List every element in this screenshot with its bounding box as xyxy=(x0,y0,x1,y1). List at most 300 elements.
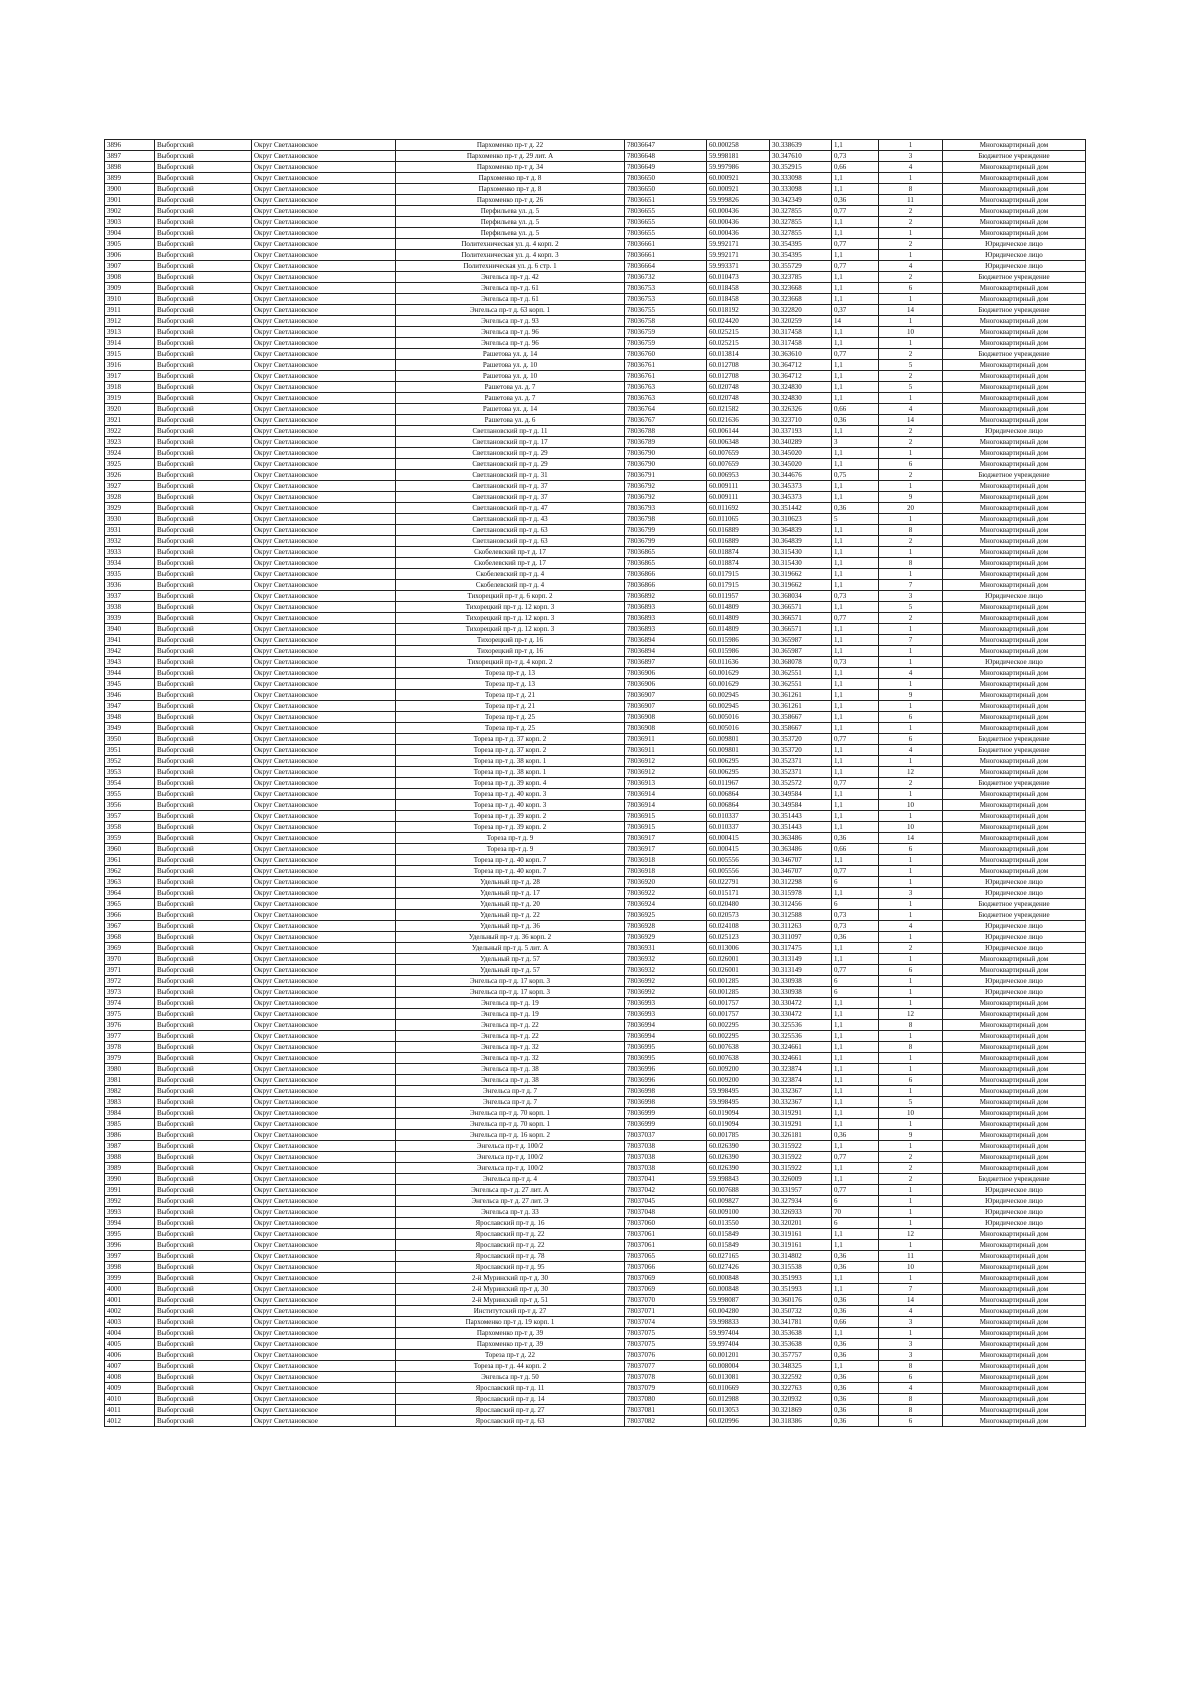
table-row xyxy=(105,723,1086,734)
address-cell: Тореза пр-т д. 40 корп. 7 xyxy=(396,855,625,866)
latitude-cell: 60.010669 xyxy=(707,1383,770,1394)
district-cell: Выборгский xyxy=(155,1273,252,1284)
municipality-cell: Округ Светлановское xyxy=(252,866,396,877)
code-cell: 78036906 xyxy=(625,679,707,690)
address-cell: Светлановский пр-т д. 37 xyxy=(396,481,625,492)
count-cell: 7 xyxy=(879,635,943,646)
district-cell: Выборгский xyxy=(155,899,252,910)
code-cell: 78037069 xyxy=(625,1273,707,1284)
address-cell: Светлановский пр-т д. 43 xyxy=(396,514,625,525)
latitude-cell: 59.998495 xyxy=(707,1097,770,1108)
type-cell: Бюджетное учреждение xyxy=(943,151,1086,162)
address-cell: Энгельса пр-т д. 32 xyxy=(396,1053,625,1064)
district-cell: Выборгский xyxy=(155,1251,252,1262)
row-number: 3924 xyxy=(105,448,155,459)
area-cell: 1,1 xyxy=(832,767,879,778)
district-cell: Выборгский xyxy=(155,800,252,811)
address-cell: Тихорецкий пр-т д. 16 xyxy=(396,646,625,657)
type-cell: Бюджетное учреждение xyxy=(943,734,1086,745)
area-cell: 0,66 xyxy=(832,162,879,173)
type-cell: Многоквартирный дом xyxy=(943,1361,1086,1372)
district-cell: Выборгский xyxy=(155,734,252,745)
area-cell: 6 xyxy=(832,1218,879,1229)
area-cell: 0,73 xyxy=(832,921,879,932)
code-cell: 78036651 xyxy=(625,195,707,206)
table-row xyxy=(105,470,1086,481)
municipality-cell: Округ Светлановское xyxy=(252,371,396,382)
district-cell: Выборгский xyxy=(155,1317,252,1328)
code-cell: 78036998 xyxy=(625,1086,707,1097)
address-cell: Светлановский пр-т д. 11 xyxy=(396,426,625,437)
table-row xyxy=(105,987,1086,998)
type-cell: Многоквартирный дом xyxy=(943,1130,1086,1141)
area-cell: 1,1 xyxy=(832,954,879,965)
row-number: 4010 xyxy=(105,1394,155,1405)
table-row xyxy=(105,349,1086,360)
latitude-cell: 59.998087 xyxy=(707,1295,770,1306)
latitude-cell: 60.026001 xyxy=(707,954,770,965)
municipality-cell: Округ Светлановское xyxy=(252,877,396,888)
address-cell: Энгельса пр-т д. 96 xyxy=(396,338,625,349)
count-cell: 1 xyxy=(879,679,943,690)
district-cell: Выборгский xyxy=(155,525,252,536)
type-cell: Бюджетное учреждение xyxy=(943,470,1086,481)
code-cell: 78036790 xyxy=(625,448,707,459)
count-cell: 4 xyxy=(879,1306,943,1317)
code-cell: 78037079 xyxy=(625,1383,707,1394)
municipality-cell: Округ Светлановское xyxy=(252,1416,396,1427)
latitude-cell: 60.006953 xyxy=(707,470,770,481)
municipality-cell: Округ Светлановское xyxy=(252,1405,396,1416)
area-cell: 1,1 xyxy=(832,580,879,591)
latitude-cell: 60.015849 xyxy=(707,1229,770,1240)
count-cell: 8 xyxy=(879,1042,943,1053)
area-cell: 1,1 xyxy=(832,481,879,492)
type-cell: Многоквартирный дом xyxy=(943,690,1086,701)
code-cell: 78036648 xyxy=(625,151,707,162)
address-cell: Тореза пр-т д. 39 корп. 2 xyxy=(396,811,625,822)
address-cell: Рашетова ул. д. 10 xyxy=(396,371,625,382)
address-cell: Тореза пр-т д. 13 xyxy=(396,679,625,690)
latitude-cell: 60.026001 xyxy=(707,965,770,976)
table-row xyxy=(105,613,1086,624)
code-cell: 78036893 xyxy=(625,613,707,624)
latitude-cell: 60.009801 xyxy=(707,745,770,756)
area-cell: 1,1 xyxy=(832,789,879,800)
address-cell: Пархоменко пр-т д. 34 xyxy=(396,162,625,173)
row-number: 3986 xyxy=(105,1130,155,1141)
latitude-cell: 60.000436 xyxy=(707,206,770,217)
area-cell: 0,36 xyxy=(832,833,879,844)
row-number: 3928 xyxy=(105,492,155,503)
area-cell: 0,73 xyxy=(832,151,879,162)
table-row xyxy=(105,1141,1086,1152)
area-cell: 1,1 xyxy=(832,1141,879,1152)
type-cell: Многоквартирный дом xyxy=(943,1064,1086,1075)
district-cell: Выборгский xyxy=(155,1031,252,1042)
address-cell: Тихорецкий пр-т д. 6 корп. 2 xyxy=(396,591,625,602)
code-cell: 78036893 xyxy=(625,624,707,635)
count-cell: 1 xyxy=(879,855,943,866)
table-row xyxy=(105,712,1086,723)
municipality-cell: Округ Светлановское xyxy=(252,415,396,426)
municipality-cell: Округ Светлановское xyxy=(252,965,396,976)
code-cell: 78036753 xyxy=(625,283,707,294)
longitude-cell: 30.366571 xyxy=(770,613,832,624)
row-number: 3926 xyxy=(105,470,155,481)
row-number: 3912 xyxy=(105,316,155,327)
type-cell: Юридическое лицо xyxy=(943,1207,1086,1218)
latitude-cell: 60.000921 xyxy=(707,173,770,184)
count-cell: 1 xyxy=(879,987,943,998)
count-cell: 2 xyxy=(879,943,943,954)
address-cell: Энгельса пр-т д. 100/2 xyxy=(396,1163,625,1174)
area-cell: 0,77 xyxy=(832,1152,879,1163)
longitude-cell: 30.364712 xyxy=(770,360,832,371)
area-cell: 1,1 xyxy=(832,1229,879,1240)
longitude-cell: 30.332367 xyxy=(770,1097,832,1108)
municipality-cell: Округ Светлановское xyxy=(252,646,396,657)
municipality-cell: Округ Светлановское xyxy=(252,789,396,800)
type-cell: Многоквартирный дом xyxy=(943,1295,1086,1306)
area-cell: 1,1 xyxy=(832,602,879,613)
area-cell: 1,1 xyxy=(832,1174,879,1185)
count-cell: 6 xyxy=(879,1416,943,1427)
longitude-cell: 30.315430 xyxy=(770,547,832,558)
type-cell: Многоквартирный дом xyxy=(943,1119,1086,1130)
count-cell: 1 xyxy=(879,338,943,349)
count-cell: 2 xyxy=(879,217,943,228)
count-cell: 1 xyxy=(879,1240,943,1251)
code-cell: 78036764 xyxy=(625,404,707,415)
row-number: 3994 xyxy=(105,1218,155,1229)
table-row xyxy=(105,217,1086,228)
longitude-cell: 30.311263 xyxy=(770,921,832,932)
longitude-cell: 30.363486 xyxy=(770,833,832,844)
municipality-cell: Округ Светлановское xyxy=(252,1119,396,1130)
latitude-cell: 60.022791 xyxy=(707,877,770,888)
table-row xyxy=(105,624,1086,635)
district-cell: Выборгский xyxy=(155,228,252,239)
latitude-cell: 59.997404 xyxy=(707,1339,770,1350)
area-cell: 1,1 xyxy=(832,338,879,349)
longitude-cell: 30.361261 xyxy=(770,701,832,712)
table-row xyxy=(105,371,1086,382)
table-row xyxy=(105,162,1086,173)
code-cell: 78037038 xyxy=(625,1141,707,1152)
row-number: 3901 xyxy=(105,195,155,206)
area-cell: 0,73 xyxy=(832,910,879,921)
longitude-cell: 30.319662 xyxy=(770,569,832,580)
address-cell: Ярославский пр-т д. 22 xyxy=(396,1240,625,1251)
address-cell: Энгельса пр-т д. 63 корп. 1 xyxy=(396,305,625,316)
row-number: 3960 xyxy=(105,844,155,855)
type-cell: Многоквартирный дом xyxy=(943,382,1086,393)
area-cell: 1,1 xyxy=(832,1020,879,1031)
latitude-cell: 60.013550 xyxy=(707,1218,770,1229)
count-cell: 3 xyxy=(879,888,943,899)
row-number: 3987 xyxy=(105,1141,155,1152)
type-cell: Многоквартирный дом xyxy=(943,1229,1086,1240)
address-cell: Рашетова ул. д. 10 xyxy=(396,360,625,371)
latitude-cell: 60.012708 xyxy=(707,371,770,382)
type-cell: Многоквартирный дом xyxy=(943,701,1086,712)
longitude-cell: 30.353720 xyxy=(770,745,832,756)
table-row xyxy=(105,657,1086,668)
municipality-cell: Округ Светлановское xyxy=(252,1163,396,1174)
municipality-cell: Округ Светлановское xyxy=(252,1185,396,1196)
longitude-cell: 30.351442 xyxy=(770,503,832,514)
count-cell: 2 xyxy=(879,1174,943,1185)
count-cell: 1 xyxy=(879,1141,943,1152)
row-number: 3904 xyxy=(105,228,155,239)
district-cell: Выборгский xyxy=(155,844,252,855)
longitude-cell: 30.360176 xyxy=(770,1295,832,1306)
latitude-cell: 60.013006 xyxy=(707,943,770,954)
longitude-cell: 30.366571 xyxy=(770,624,832,635)
district-cell: Выборгский xyxy=(155,1405,252,1416)
row-number: 3916 xyxy=(105,360,155,371)
row-number: 4005 xyxy=(105,1339,155,1350)
table-row xyxy=(105,1372,1086,1383)
row-number: 3981 xyxy=(105,1075,155,1086)
table-row xyxy=(105,250,1086,261)
address-cell: Тореза пр-т д. 25 xyxy=(396,712,625,723)
latitude-cell: 59.998833 xyxy=(707,1317,770,1328)
address-cell: Ярославский пр-т д. 27 xyxy=(396,1405,625,1416)
address-cell: Скобелевский пр-т д. 4 xyxy=(396,569,625,580)
code-cell: 78036661 xyxy=(625,239,707,250)
latitude-cell: 60.006864 xyxy=(707,800,770,811)
longitude-cell: 30.333098 xyxy=(770,173,832,184)
address-cell: Удельный пр-т д. 20 xyxy=(396,899,625,910)
code-cell: 78036894 xyxy=(625,635,707,646)
row-number: 3984 xyxy=(105,1108,155,1119)
count-cell: 6 xyxy=(879,844,943,855)
table-row xyxy=(105,1394,1086,1405)
municipality-cell: Округ Светлановское xyxy=(252,206,396,217)
municipality-cell: Округ Светлановское xyxy=(252,1064,396,1075)
count-cell: 2 xyxy=(879,349,943,360)
municipality-cell: Округ Светлановское xyxy=(252,184,396,195)
row-number: 3942 xyxy=(105,646,155,657)
table-row xyxy=(105,910,1086,921)
type-cell: Бюджетное учреждение xyxy=(943,899,1086,910)
address-cell: Тореза пр-т д. 22 xyxy=(396,1350,625,1361)
address-cell: Светлановский пр-т д. 17 xyxy=(396,437,625,448)
code-cell: 78036994 xyxy=(625,1031,707,1042)
count-cell: 6 xyxy=(879,965,943,976)
row-number: 3998 xyxy=(105,1262,155,1273)
code-cell: 78036914 xyxy=(625,789,707,800)
area-cell: 0,36 xyxy=(832,503,879,514)
count-cell: 14 xyxy=(879,415,943,426)
code-cell: 78036661 xyxy=(625,250,707,261)
row-number: 3952 xyxy=(105,756,155,767)
table-row xyxy=(105,888,1086,899)
latitude-cell: 60.021636 xyxy=(707,415,770,426)
code-cell: 78036790 xyxy=(625,459,707,470)
table-row xyxy=(105,404,1086,415)
code-cell: 78036893 xyxy=(625,602,707,613)
count-cell: 1 xyxy=(879,976,943,987)
district-cell: Выборгский xyxy=(155,624,252,635)
row-number: 3950 xyxy=(105,734,155,745)
row-number: 3915 xyxy=(105,349,155,360)
row-number: 3921 xyxy=(105,415,155,426)
district-cell: Выборгский xyxy=(155,976,252,987)
type-cell: Бюджетное учреждение xyxy=(943,349,1086,360)
latitude-cell: 60.002295 xyxy=(707,1031,770,1042)
code-cell: 78036760 xyxy=(625,349,707,360)
table-row xyxy=(105,789,1086,800)
longitude-cell: 30.332367 xyxy=(770,1086,832,1097)
address-cell: Политехническая ул. д. 6 стр. 1 xyxy=(396,261,625,272)
longitude-cell: 30.320201 xyxy=(770,1218,832,1229)
type-cell: Многоквартирный дом xyxy=(943,789,1086,800)
municipality-cell: Округ Светлановское xyxy=(252,811,396,822)
district-cell: Выборгский xyxy=(155,1053,252,1064)
code-cell: 78036992 xyxy=(625,987,707,998)
area-cell: 1,1 xyxy=(832,184,879,195)
address-cell: 2-й Муринский пр-т д. 30 xyxy=(396,1284,625,1295)
municipality-cell: Округ Светлановское xyxy=(252,294,396,305)
municipality-cell: Округ Светлановское xyxy=(252,1295,396,1306)
row-number: 3903 xyxy=(105,217,155,228)
count-cell: 6 xyxy=(879,283,943,294)
count-cell: 1 xyxy=(879,448,943,459)
type-cell: Многоквартирный дом xyxy=(943,811,1086,822)
count-cell: 14 xyxy=(879,833,943,844)
latitude-cell: 60.001629 xyxy=(707,679,770,690)
address-cell: Удельный пр-т д. 36 xyxy=(396,921,625,932)
type-cell: Многоквартирный дом xyxy=(943,459,1086,470)
type-cell: Многоквартирный дом xyxy=(943,1108,1086,1119)
code-cell: 78036793 xyxy=(625,503,707,514)
area-cell: 1,1 xyxy=(832,1108,879,1119)
address-cell: Энгельса пр-т д. 19 xyxy=(396,998,625,1009)
address-cell: Пархоменко пр-т д. 39 xyxy=(396,1328,625,1339)
table-row xyxy=(105,547,1086,558)
table-row xyxy=(105,415,1086,426)
code-cell: 78037060 xyxy=(625,1218,707,1229)
code-cell: 78036992 xyxy=(625,976,707,987)
latitude-cell: 60.000436 xyxy=(707,217,770,228)
row-number: 3910 xyxy=(105,294,155,305)
code-cell: 78037071 xyxy=(625,1306,707,1317)
latitude-cell: 60.020748 xyxy=(707,382,770,393)
count-cell: 14 xyxy=(879,305,943,316)
count-cell: 1 xyxy=(879,657,943,668)
municipality-cell: Округ Светлановское xyxy=(252,888,396,899)
municipality-cell: Округ Светлановское xyxy=(252,272,396,283)
district-cell: Выборгский xyxy=(155,723,252,734)
municipality-cell: Округ Светлановское xyxy=(252,712,396,723)
area-cell: 6 xyxy=(832,987,879,998)
district-cell: Выборгский xyxy=(155,547,252,558)
type-cell: Бюджетное учреждение xyxy=(943,305,1086,316)
type-cell: Многоквартирный дом xyxy=(943,1416,1086,1427)
type-cell: Многоквартирный дом xyxy=(943,162,1086,173)
latitude-cell: 60.001201 xyxy=(707,1350,770,1361)
table-row xyxy=(105,1416,1086,1427)
address-cell: Рашетова ул. д. 7 xyxy=(396,393,625,404)
latitude-cell: 60.001285 xyxy=(707,976,770,987)
count-cell: 2 xyxy=(879,206,943,217)
municipality-cell: Округ Светлановское xyxy=(252,1262,396,1273)
row-number: 3938 xyxy=(105,602,155,613)
code-cell: 78036798 xyxy=(625,514,707,525)
latitude-cell: 60.006144 xyxy=(707,426,770,437)
type-cell: Юридическое лицо xyxy=(943,261,1086,272)
row-number: 3975 xyxy=(105,1009,155,1020)
latitude-cell: 60.007638 xyxy=(707,1053,770,1064)
type-cell: Многоквартирный дом xyxy=(943,217,1086,228)
latitude-cell: 60.009111 xyxy=(707,492,770,503)
code-cell: 78036789 xyxy=(625,437,707,448)
district-cell: Выборгский xyxy=(155,712,252,723)
latitude-cell: 60.016889 xyxy=(707,536,770,547)
address-cell: Энгельса пр-т д. 61 xyxy=(396,294,625,305)
municipality-cell: Округ Светлановское xyxy=(252,140,396,151)
address-cell: Рашетова ул. д. 6 xyxy=(396,415,625,426)
row-number: 3931 xyxy=(105,525,155,536)
address-cell: Тихорецкий пр-т д. 12 корп. 3 xyxy=(396,613,625,624)
latitude-cell: 60.006864 xyxy=(707,789,770,800)
longitude-cell: 30.364839 xyxy=(770,536,832,547)
longitude-cell: 30.349584 xyxy=(770,789,832,800)
row-number: 3951 xyxy=(105,745,155,756)
latitude-cell: 60.010337 xyxy=(707,822,770,833)
table-row xyxy=(105,1031,1086,1042)
district-cell: Выборгский xyxy=(155,371,252,382)
count-cell: 6 xyxy=(879,459,943,470)
address-cell: Энгельса пр-т д. 7 xyxy=(396,1097,625,1108)
count-cell: 1 xyxy=(879,569,943,580)
district-cell: Выборгский xyxy=(155,1163,252,1174)
row-number: 4003 xyxy=(105,1317,155,1328)
area-cell: 0,77 xyxy=(832,206,879,217)
address-cell: Рашетова ул. д. 14 xyxy=(396,349,625,360)
longitude-cell: 30.364712 xyxy=(770,371,832,382)
municipality-cell: Округ Светлановское xyxy=(252,1130,396,1141)
type-cell: Многоквартирный дом xyxy=(943,580,1086,591)
row-number: 3954 xyxy=(105,778,155,789)
address-cell: Скобелевский пр-т д. 4 xyxy=(396,580,625,591)
district-cell: Выборгский xyxy=(155,954,252,965)
municipality-cell: Округ Светлановское xyxy=(252,932,396,943)
count-cell: 3 xyxy=(879,151,943,162)
municipality-cell: Округ Светлановское xyxy=(252,569,396,580)
longitude-cell: 30.315922 xyxy=(770,1163,832,1174)
municipality-cell: Округ Светлановское xyxy=(252,1196,396,1207)
table-row xyxy=(105,1064,1086,1075)
address-cell: Энгельса пр-т д. 27 лит. Э xyxy=(396,1196,625,1207)
area-cell: 1,1 xyxy=(832,360,879,371)
district-cell: Выборгский xyxy=(155,448,252,459)
row-number: 3976 xyxy=(105,1020,155,1031)
table-row xyxy=(105,1152,1086,1163)
area-cell: 1,1 xyxy=(832,679,879,690)
count-cell: 1 xyxy=(879,1086,943,1097)
count-cell: 1 xyxy=(879,998,943,1009)
address-cell: Энгельса пр-т д. 38 xyxy=(396,1064,625,1075)
district-cell: Выборгский xyxy=(155,1152,252,1163)
type-cell: Многоквартирный дом xyxy=(943,404,1086,415)
longitude-cell: 30.324661 xyxy=(770,1042,832,1053)
area-cell: 1,1 xyxy=(832,855,879,866)
longitude-cell: 30.352915 xyxy=(770,162,832,173)
